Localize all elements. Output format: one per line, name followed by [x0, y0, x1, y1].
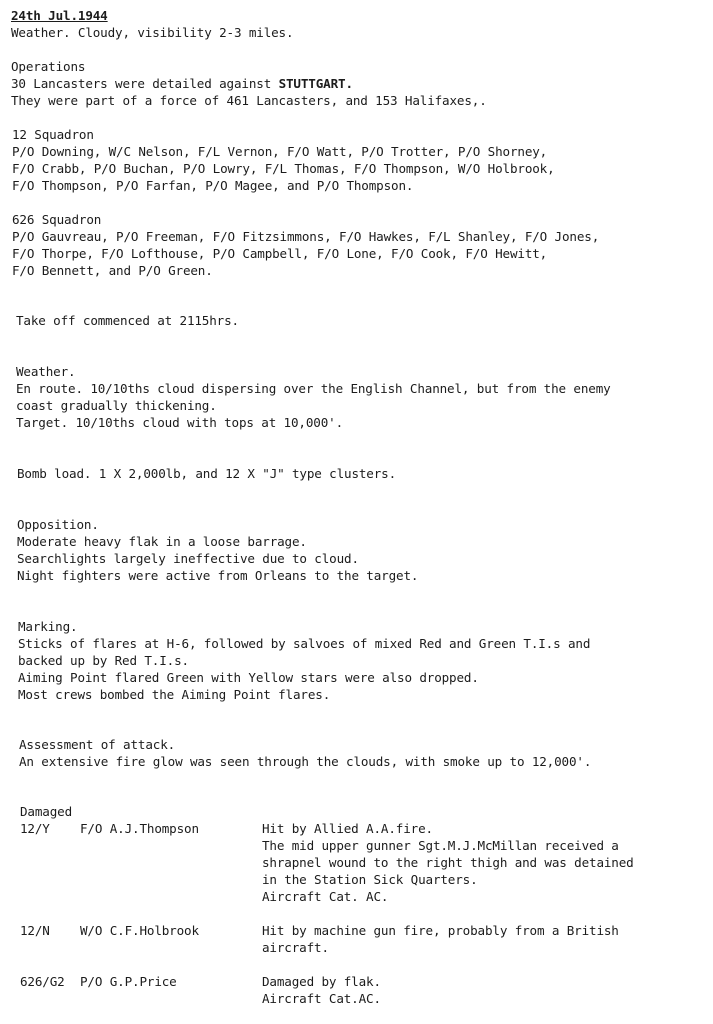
squadron-626-crew-line: F/O Bennett, and P/O Green.	[12, 263, 213, 278]
damage-note: Hit by machine gun fire, probably from a British	[262, 923, 619, 938]
squadron-12-heading: 12 Squadron	[12, 127, 94, 142]
damage-note: The mid upper gunner Sgt.M.J.McMillan received a	[262, 838, 619, 853]
take-off-time: Take off commenced at 2115hrs.	[16, 313, 239, 328]
marking-line: Most crews bombed the Aiming Point flares.	[18, 687, 331, 702]
opposition-heading: Opposition.	[17, 517, 99, 532]
damage-note: Aircraft Cat. AC.	[262, 889, 389, 904]
damaged-aircraft-code: 12/Y	[20, 821, 50, 836]
marking-line: Aiming Point flared Green with Yellow stars were also dropped.	[18, 670, 479, 685]
damaged-aircraft-pilot: F/O A.J.Thompson	[80, 821, 199, 836]
damage-note: Aircraft Cat.AC.	[262, 991, 381, 1006]
damage-note: Hit by Allied A.A.fire.	[262, 821, 433, 836]
damaged-aircraft-code: 626/G2	[20, 974, 65, 989]
weather-line: coast gradually thickening.	[16, 398, 217, 413]
assessment-line: An extensive fire glow was seen through the clouds, with smoke up to 12,000'.	[19, 754, 592, 769]
operations-detail-text: 30 Lancasters were detailed against	[11, 76, 279, 91]
weather-line: Target. 10/10ths cloud with tops at 10,000'.	[16, 415, 344, 430]
date-heading: 24th Jul.1944	[11, 8, 108, 23]
damaged-heading: Damaged	[20, 804, 73, 819]
marking-line: Sticks of flares at H-6, followed by salvoes of mixed Red and Green T.I.s and	[18, 636, 591, 651]
damage-note: aircraft.	[262, 940, 329, 955]
operations-heading: Operations	[11, 59, 86, 74]
opposition-line: Night fighters were active from Orleans to the target.	[17, 568, 419, 583]
marking-heading: Marking.	[18, 619, 78, 634]
weather-summary: Weather. Cloudy, visibility 2-3 miles.	[11, 25, 294, 40]
squadron-12-crew-line: F/O Crabb, P/O Buchan, P/O Lowry, F/L Thomas, F/O Thompson, W/O Holbrook,	[12, 161, 555, 176]
damaged-aircraft-pilot: P/O G.P.Price	[80, 974, 177, 989]
squadron-626-crew-line: P/O Gauvreau, P/O Freeman, F/O Fitzsimmons, F/O Hawkes, F/L Shanley, F/O Jones,	[12, 229, 600, 244]
damaged-aircraft-code: 12/N	[20, 923, 50, 938]
damage-note: Damaged by flak.	[262, 974, 381, 989]
opposition-line: Searchlights largely ineffective due to cloud.	[17, 551, 359, 566]
damage-note: shrapnel wound to the right thigh and was detained	[262, 855, 634, 870]
squadron-12-crew-line: P/O Downing, W/C Nelson, F/L Vernon, F/O Watt, P/O Trotter, P/O Shorney,	[12, 144, 548, 159]
weather-heading: Weather.	[16, 364, 76, 379]
damaged-aircraft-pilot: W/O C.F.Holbrook	[80, 923, 199, 938]
bomb-load: Bomb load. 1 X 2,000lb, and 12 X "J" type clusters.	[17, 466, 397, 481]
assessment-heading: Assessment of attack.	[19, 737, 176, 752]
damage-note: in the Station Sick Quarters.	[262, 872, 478, 887]
squadron-626-heading: 626 Squadron	[12, 212, 102, 227]
marking-line: backed up by Red T.I.s.	[18, 653, 189, 668]
weather-line: En route. 10/10ths cloud dispersing over the English Channel, but from the enemy	[16, 381, 611, 396]
squadron-12-crew-line: F/O Thompson, P/O Farfan, P/O Magee, and P/O Thompson.	[12, 178, 414, 193]
opposition-line: Moderate heavy flak in a loose barrage.	[17, 534, 307, 549]
operations-detail	[11, 75, 353, 92]
squadron-626-crew-line: F/O Thorpe, F/O Lofthouse, P/O Campbell, F/O Lone, F/O Cook, F/O Hewitt,	[12, 246, 548, 261]
operations-force: They were part of a force of 461 Lancasters, and 153 Halifaxes,.	[11, 93, 487, 108]
operations-target: STUTTGART.	[278, 76, 353, 91]
